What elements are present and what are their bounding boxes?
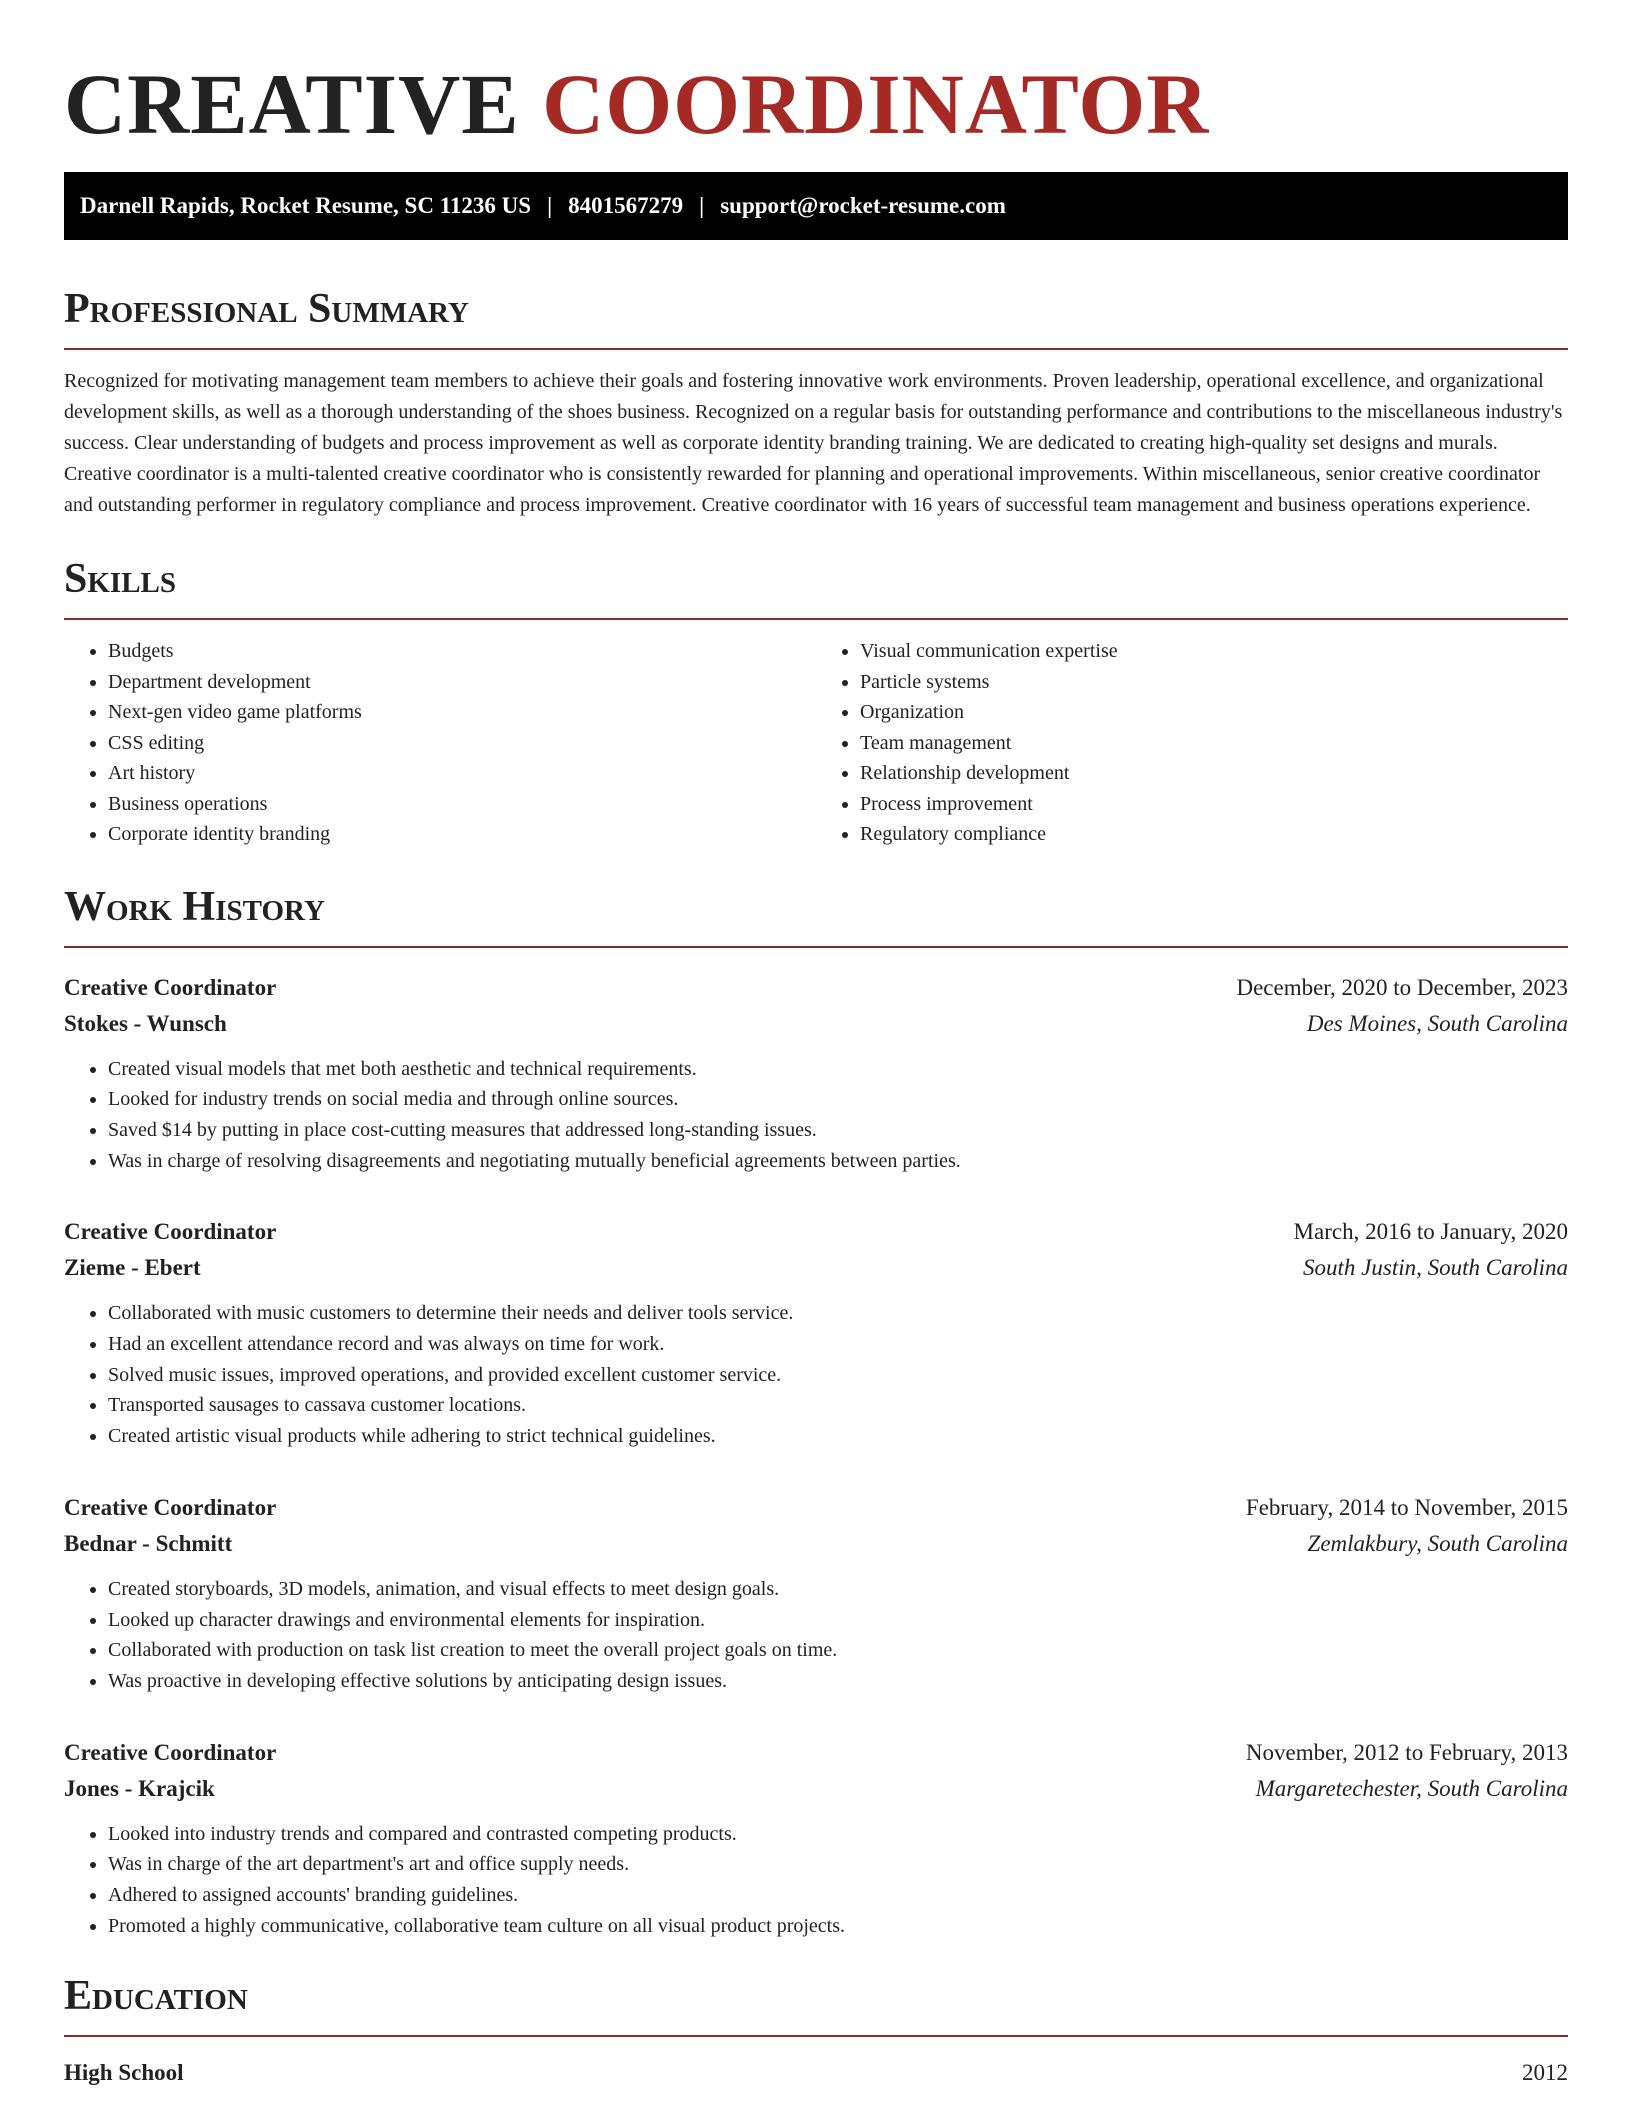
- job-title: Creative Coordinator: [64, 1219, 277, 1245]
- job-company: Zieme - Ebert: [64, 1255, 201, 1281]
- job-location: South Justin, South Carolina: [1303, 1255, 1568, 1281]
- work-history-heading: Work History: [64, 882, 1568, 948]
- title-part2: COORDINATOR: [542, 56, 1210, 152]
- title-part1: CREATIVE: [64, 56, 520, 152]
- job-company: Stokes - Wunsch: [64, 1010, 227, 1036]
- job-bullet: • Looked up character drawings and environmental elements for inspiration.: [108, 1605, 1568, 1636]
- job-bullet: • Collaborated with music customers to determine their needs and deliver tools service.: [108, 1298, 1568, 1329]
- contact-separator: |: [547, 193, 553, 218]
- job-bullet: • Adhered to assigned accounts' branding guidelines.: [108, 1880, 1568, 1911]
- contact-email: support@rocket-resume.com: [720, 193, 1006, 218]
- job-location: Des Moines, South Carolina: [1306, 1010, 1568, 1036]
- summary-heading: Professional Summary: [64, 284, 1568, 350]
- job-company-row: [64, 1526, 1568, 1562]
- job-header-row: [64, 1214, 1568, 1250]
- skill-item: • Regulatory compliance: [860, 819, 1568, 850]
- skill-item: • Business operations: [108, 789, 816, 820]
- job-bullet: • Promoted a highly communicative, collaborative team culture on all visual product projects.: [108, 1911, 1568, 1942]
- skill-item: • Next-gen video game platforms: [108, 697, 816, 728]
- job-company: Bednar - Schmitt: [64, 1530, 233, 1556]
- job-bullets: [64, 1054, 1568, 1177]
- job-header-row: [64, 970, 1568, 1006]
- job-title: Creative Coordinator: [64, 1494, 277, 1520]
- skill-item: • Process improvement: [860, 789, 1568, 820]
- contact-bar: [64, 172, 1568, 240]
- education-list: [64, 2057, 1568, 2089]
- job-bullet: • Was in charge of resolving disagreements and negotiating mutually beneficial agreements between parties.: [108, 1146, 1568, 1177]
- education-section: [64, 1971, 1568, 2089]
- job-list: [64, 970, 1568, 1942]
- job-location: Margaretechester, South Carolina: [1255, 1775, 1568, 1801]
- job-entry: [64, 970, 1568, 1177]
- job-entry: [64, 1490, 1568, 1697]
- job-bullets: [64, 1298, 1568, 1452]
- skill-item: • Visual communication expertise: [860, 636, 1568, 667]
- summary-text: Recognized for motivating management team members to achieve their goals and fostering innovative work environments. Proven leadership, operational excellence, and organizational development skills, as well as a thorough understanding of the shoes business. Recognized on a regular basis for outstanding performance and contributions to the miscellaneous industry's success. Clear understanding of budgets and process improvement as well as corporate identity branding training. We are dedicated to creating high-quality set designs and murals. Creative coordinator is a multi-talented creative coordinator who is consistently rewarded for planning and operational improvements. Within miscellaneous, senior creative coordinator and outstanding performer in regulatory compliance and process improvement. Creative coordinator with 16 years of successful team management and business operations experience.: [64, 370, 1563, 516]
- job-location: Zemlakbury, South Carolina: [1307, 1530, 1568, 1556]
- contact-phone: 8401567279: [568, 193, 684, 218]
- education-year: 2012: [1522, 2060, 1568, 2086]
- job-company: Jones - Krajcik: [64, 1775, 215, 1801]
- skill-item: • Corporate identity branding: [108, 819, 816, 850]
- skills-list-right: [816, 636, 1568, 850]
- job-company-row: [64, 1250, 1568, 1286]
- job-bullet: • Was proactive in developing effective solutions by anticipating design issues.: [108, 1666, 1568, 1697]
- job-dates: November, 2012 to February, 2013: [1245, 1739, 1568, 1765]
- job-header-row: [64, 1490, 1568, 1526]
- job-bullet: • Created visual models that met both aesthetic and technical requirements.: [108, 1054, 1568, 1085]
- job-header-row: [64, 1735, 1568, 1771]
- job-bullet: • Saved $14 by putting in place cost-cutting measures that addressed long-standing issues.: [108, 1115, 1568, 1146]
- job-company-row: [64, 1771, 1568, 1807]
- job-bullet: • Looked into industry trends and compared and contrasted competing products.: [108, 1819, 1568, 1850]
- job-company-row: [64, 1006, 1568, 1042]
- job-dates: March, 2016 to January, 2020: [1293, 1219, 1568, 1245]
- education-degree: High School: [64, 2060, 184, 2086]
- education-heading: Education: [64, 1971, 1568, 2037]
- education-entry: [64, 2057, 1568, 2089]
- job-entry: [64, 1735, 1568, 1942]
- skills-section: [64, 554, 1568, 850]
- job-entry: [64, 1214, 1568, 1452]
- work-history-section: [64, 882, 1568, 1942]
- job-title: Creative Coordinator: [64, 974, 277, 1000]
- skill-item: • Budgets: [108, 636, 816, 667]
- skill-item: • Team management: [860, 728, 1568, 759]
- contact-address: Darnell Rapids, Rocket Resume, SC 11236 US: [80, 193, 532, 218]
- job-bullet: • Collaborated with production on task list creation to meet the overall project goals on time.: [108, 1635, 1568, 1666]
- contact-separator: |: [699, 193, 705, 218]
- skill-item: • Relationship development: [860, 758, 1568, 789]
- skill-item: • Organization: [860, 697, 1568, 728]
- job-title: Creative Coordinator: [64, 1739, 277, 1765]
- skill-item: • Department development: [108, 667, 816, 698]
- skill-item: • CSS editing: [108, 728, 816, 759]
- job-bullet: • Created storyboards, 3D models, animation, and visual effects to meet design goals.: [108, 1574, 1568, 1605]
- job-dates: February, 2014 to November, 2015: [1245, 1494, 1568, 1520]
- resume-title: [64, 0, 1568, 152]
- job-bullets: [64, 1574, 1568, 1697]
- job-bullet: • Had an excellent attendance record and was always on time for work.: [108, 1329, 1568, 1360]
- job-bullet: • Solved music issues, improved operations, and provided excellent customer service.: [108, 1360, 1568, 1391]
- skills-list-left: [64, 636, 816, 850]
- skill-item: • Particle systems: [860, 667, 1568, 698]
- skills-heading: Skills: [64, 554, 1568, 620]
- job-bullet: • Transported sausages to cassava customer locations.: [108, 1390, 1568, 1421]
- job-bullet: • Was in charge of the art department's art and office supply needs.: [108, 1849, 1568, 1880]
- skills-columns: [64, 636, 1568, 850]
- job-bullet: • Created artistic visual products while adhering to strict technical guidelines.: [108, 1421, 1568, 1452]
- job-bullet: • Looked for industry trends on social media and through online sources.: [108, 1084, 1568, 1115]
- job-dates: December, 2020 to December, 2023: [1236, 974, 1568, 1000]
- summary-section: [64, 284, 1568, 521]
- skill-item: • Art history: [108, 758, 816, 789]
- job-bullets: [64, 1819, 1568, 1942]
